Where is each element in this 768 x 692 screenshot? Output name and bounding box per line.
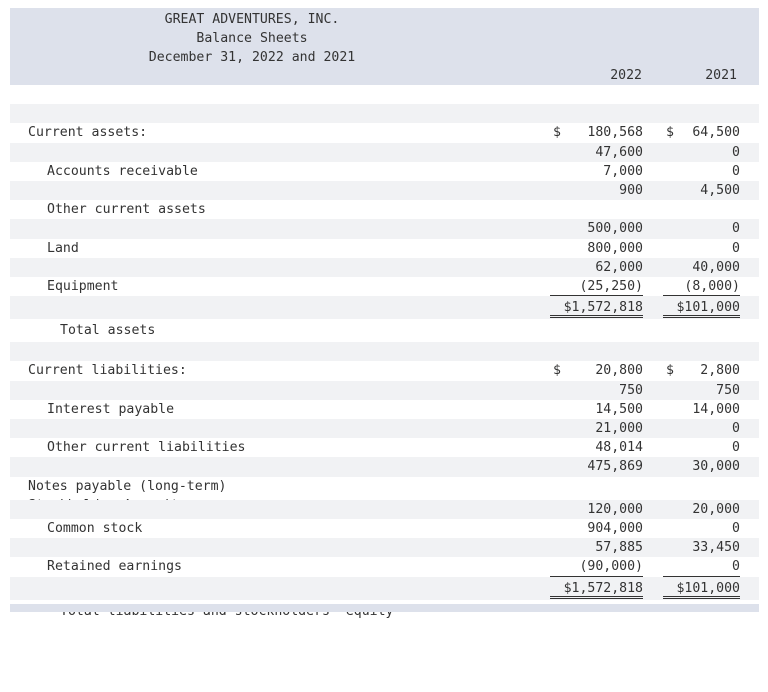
amount: 14,000 bbox=[692, 401, 740, 417]
amount: 904,000 bbox=[587, 520, 643, 536]
amount: 0 bbox=[732, 221, 740, 237]
value-2021 bbox=[663, 381, 740, 400]
row-label: Accounts receivable bbox=[47, 163, 198, 179]
value-2021 bbox=[663, 538, 740, 557]
value-2022 bbox=[550, 239, 643, 258]
value-2022 bbox=[550, 419, 643, 438]
value-2021 bbox=[663, 577, 740, 599]
amount: 2,800 bbox=[700, 363, 740, 379]
value-2022 bbox=[550, 519, 643, 538]
row-label: Other current liabilities bbox=[47, 440, 246, 456]
amount: 47,600 bbox=[595, 144, 643, 160]
value-2022 bbox=[550, 400, 643, 419]
row-label: Retained earnings bbox=[47, 559, 182, 575]
subsection-heading bbox=[10, 477, 759, 496]
value-2021 bbox=[663, 500, 740, 519]
amount: 21,000 bbox=[595, 421, 643, 436]
section-heading bbox=[10, 85, 759, 104]
value-2021 bbox=[663, 361, 740, 380]
amount: 0 bbox=[732, 163, 740, 179]
column-header-2021: 2021 bbox=[705, 68, 737, 83]
amount: 4,500 bbox=[700, 182, 740, 198]
amount: $1,572,818 bbox=[563, 580, 643, 596]
row-label: Current liabilities: bbox=[28, 363, 187, 379]
section-heading bbox=[10, 323, 759, 342]
amount: 180,568 bbox=[587, 125, 643, 141]
value-2021 bbox=[663, 419, 740, 438]
amount: (25,250) bbox=[579, 278, 643, 294]
value-2022 bbox=[550, 181, 643, 200]
value-2022 bbox=[550, 438, 643, 457]
amount: 14,500 bbox=[595, 401, 643, 417]
table-row bbox=[10, 557, 759, 576]
dollar-sign: $ bbox=[666, 125, 674, 141]
value-2021 bbox=[663, 400, 740, 419]
row-label: Other current assets bbox=[47, 202, 206, 218]
row-label: Current assets: bbox=[28, 125, 148, 141]
row-label: Land bbox=[47, 240, 79, 256]
table-row bbox=[10, 181, 759, 218]
amount: $101,000 bbox=[676, 580, 740, 596]
value-2021 bbox=[663, 296, 740, 318]
value-2021 bbox=[663, 258, 740, 277]
amount: 0 bbox=[732, 240, 740, 256]
dollar-sign: $ bbox=[666, 363, 674, 379]
value-2021 bbox=[663, 219, 740, 238]
value-2021 bbox=[663, 162, 740, 181]
company-name: GREAT ADVENTURES, INC. bbox=[164, 12, 340, 27]
amount: 62,000 bbox=[595, 259, 643, 275]
dollar-sign: $ bbox=[553, 363, 561, 379]
amount: 33,450 bbox=[692, 540, 740, 556]
subsection-heading bbox=[10, 200, 759, 219]
row-label: Common stock bbox=[47, 520, 143, 536]
amount: 0 bbox=[732, 144, 740, 160]
value-2022 bbox=[550, 143, 643, 162]
value-2021 bbox=[663, 519, 740, 538]
value-2021 bbox=[663, 181, 740, 200]
statement-header bbox=[10, 8, 759, 85]
amount: $101,000 bbox=[676, 300, 740, 316]
row-label: Interest payable bbox=[47, 401, 175, 417]
amount: 750 bbox=[716, 382, 740, 398]
value-2021 bbox=[663, 239, 740, 258]
amount: 20,000 bbox=[692, 501, 740, 517]
amount: 20,800 bbox=[595, 363, 643, 379]
value-2022 bbox=[550, 457, 643, 476]
value-2022 bbox=[550, 258, 643, 277]
balance-sheet bbox=[10, 8, 759, 600]
amount: 40,000 bbox=[692, 259, 740, 275]
amount: 30,000 bbox=[692, 459, 740, 475]
value-2021 bbox=[663, 277, 740, 296]
table-row bbox=[10, 239, 759, 258]
amount: 800,000 bbox=[587, 240, 643, 256]
amount: $1,572,818 bbox=[563, 300, 643, 316]
value-2021 bbox=[663, 143, 740, 162]
value-2022 bbox=[550, 219, 643, 238]
amount: 7,000 bbox=[603, 163, 643, 179]
statement-period: December 31, 2022 and 2021 bbox=[148, 50, 356, 65]
table-row bbox=[10, 277, 759, 296]
amount: (90,000) bbox=[579, 559, 643, 575]
dollar-sign: $ bbox=[553, 125, 561, 141]
value-2022 bbox=[550, 296, 643, 318]
amount: 750 bbox=[619, 382, 643, 398]
row-label: Notes payable (long-term) bbox=[28, 478, 227, 494]
amount: 120,000 bbox=[587, 501, 643, 517]
column-header-2022: 2022 bbox=[610, 68, 642, 83]
value-2021 bbox=[663, 457, 740, 476]
value-2022 bbox=[550, 381, 643, 400]
value-2022 bbox=[550, 557, 643, 576]
table-row bbox=[10, 123, 759, 142]
statement-title: Balance Sheets bbox=[196, 31, 308, 46]
table-row bbox=[10, 519, 759, 538]
row-label: Equipment bbox=[47, 278, 119, 294]
amount: 500,000 bbox=[587, 221, 643, 237]
table-row bbox=[10, 457, 759, 494]
row-label: Total assets bbox=[60, 323, 156, 339]
footer-bar bbox=[10, 604, 759, 612]
amount: 900 bbox=[619, 182, 643, 198]
amount: 0 bbox=[732, 520, 740, 536]
value-2022 bbox=[550, 123, 643, 142]
value-2022 bbox=[550, 577, 643, 599]
value-2022 bbox=[550, 361, 643, 380]
table-row bbox=[10, 162, 759, 181]
value-2022 bbox=[550, 162, 643, 181]
table-row bbox=[10, 438, 759, 457]
value-2022 bbox=[550, 538, 643, 557]
amount: 475,869 bbox=[587, 459, 643, 475]
amount: 0 bbox=[732, 440, 740, 456]
total-row bbox=[10, 296, 759, 339]
value-2021 bbox=[663, 123, 740, 142]
amount: 57,885 bbox=[595, 540, 643, 556]
amount: 48,014 bbox=[595, 440, 643, 456]
value-2021 bbox=[663, 438, 740, 457]
value-2022 bbox=[550, 500, 643, 519]
value-2022 bbox=[550, 277, 643, 296]
table-row bbox=[10, 361, 759, 380]
amount: 64,500 bbox=[692, 125, 740, 141]
table-row bbox=[10, 400, 759, 419]
value-2021 bbox=[663, 557, 740, 576]
amount: 0 bbox=[732, 559, 740, 575]
amount: (8,000) bbox=[684, 278, 740, 294]
total-row bbox=[10, 577, 759, 600]
amount: 0 bbox=[732, 421, 740, 436]
